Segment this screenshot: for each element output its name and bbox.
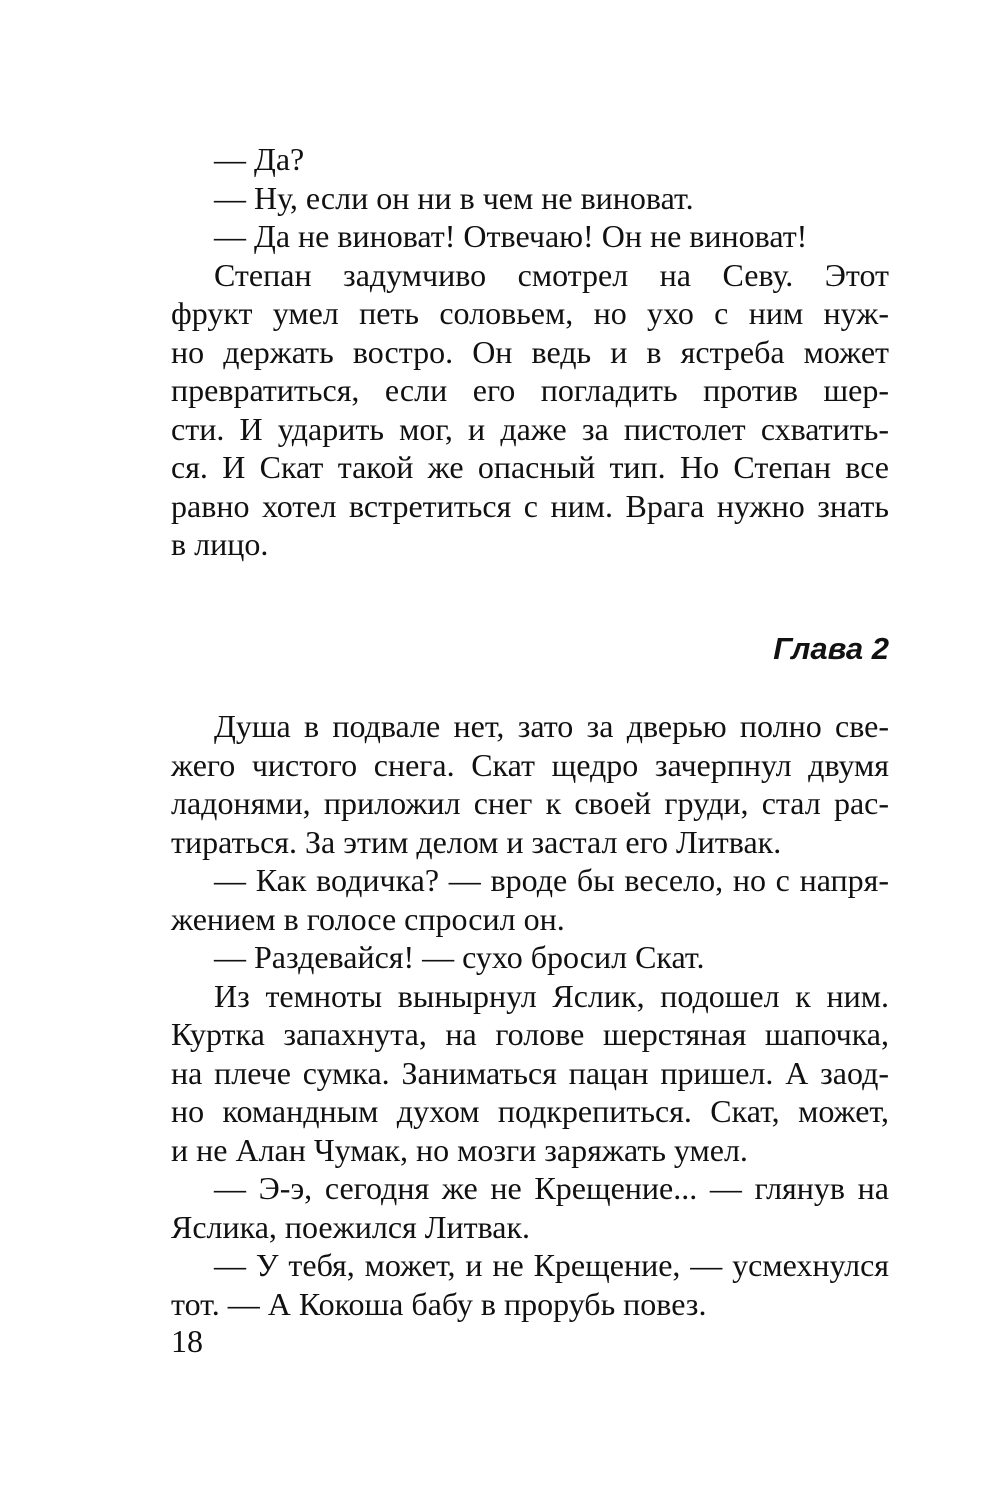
text-block-top (171, 140, 889, 564)
paragraph-line: Степан задумчиво смотрел на Севу. Этот (214, 256, 889, 293)
dialogue-line: жением в голосе спросил он. (171, 900, 565, 937)
paragraph-line: но держать востро. Он ведь и в ястреба может (171, 333, 889, 370)
paragraph-line: в лицо. (171, 526, 269, 562)
paragraph-line: превратиться, если его погладить против шер- (171, 372, 889, 408)
paragraph-line: Душа в подвале нет, зато за дверью полно све- (214, 708, 889, 744)
paragraph-line: Куртка запахнута, на голове шерстяная шапочка, (171, 1016, 889, 1052)
paragraph-line: Из темноты вынырнул Яслик, подошел к ним. (214, 977, 889, 1014)
dialogue-line: — Ну, если он ни в чем не виноват. (214, 179, 694, 216)
paragraph-line: на плече сумка. Заниматься пацан пришел. А заод- (171, 1054, 889, 1091)
paragraph-line: фрукт умел петь соловьем, но ухо с ним нуж- (171, 295, 889, 331)
dialogue-line: Яслика, поежился Литвак. (171, 1208, 530, 1245)
dialogue-line: — Да не виноват! Отвечаю! Он не виноват! (214, 218, 808, 254)
dialogue-line: — Как водичка? — вроде бы весело, но с напря- (214, 862, 889, 898)
dialogue-line: — Да? (214, 141, 305, 177)
dialogue-line: — Раздевайся! — сухо бросил Скат. (214, 939, 705, 975)
paragraph-line: ся. И Скат такой же опасный тип. Но Степан все (171, 449, 889, 485)
paragraph-line: тираться. За этим делом и застал его Литвак. (171, 823, 782, 860)
page-number: 18 (171, 1323, 203, 1359)
paragraph-line: жего чистого снега. Скат щедро зачерпнул двумя (171, 746, 889, 783)
paragraph-line: ладонями, приложил снег к своей груди, стал рас- (171, 785, 889, 821)
paragraph-line: и не Алан Чумак, но мозги заряжать умел. (171, 1131, 748, 1168)
dialogue-line: — У тебя, может, и не Крещение, — усмехнулся (214, 1247, 889, 1283)
chapter-title: Глава 2 (773, 631, 889, 666)
paragraph-line: сти. И ударить мог, и даже за пистолет схватить- (171, 410, 889, 447)
dialogue-line: — Э-э, сегодня же не Крещение... — глянув на (214, 1170, 889, 1206)
paragraph-line: но командным духом подкрепиться. Скат, может, (171, 1093, 889, 1129)
dialogue-line: тот. — А Кокоша бабу в прорубь повез. (171, 1285, 707, 1322)
paragraph-line: равно хотел встретиться с ним. Врага нужно знать (171, 487, 889, 524)
text-block-chapter (171, 707, 889, 1323)
